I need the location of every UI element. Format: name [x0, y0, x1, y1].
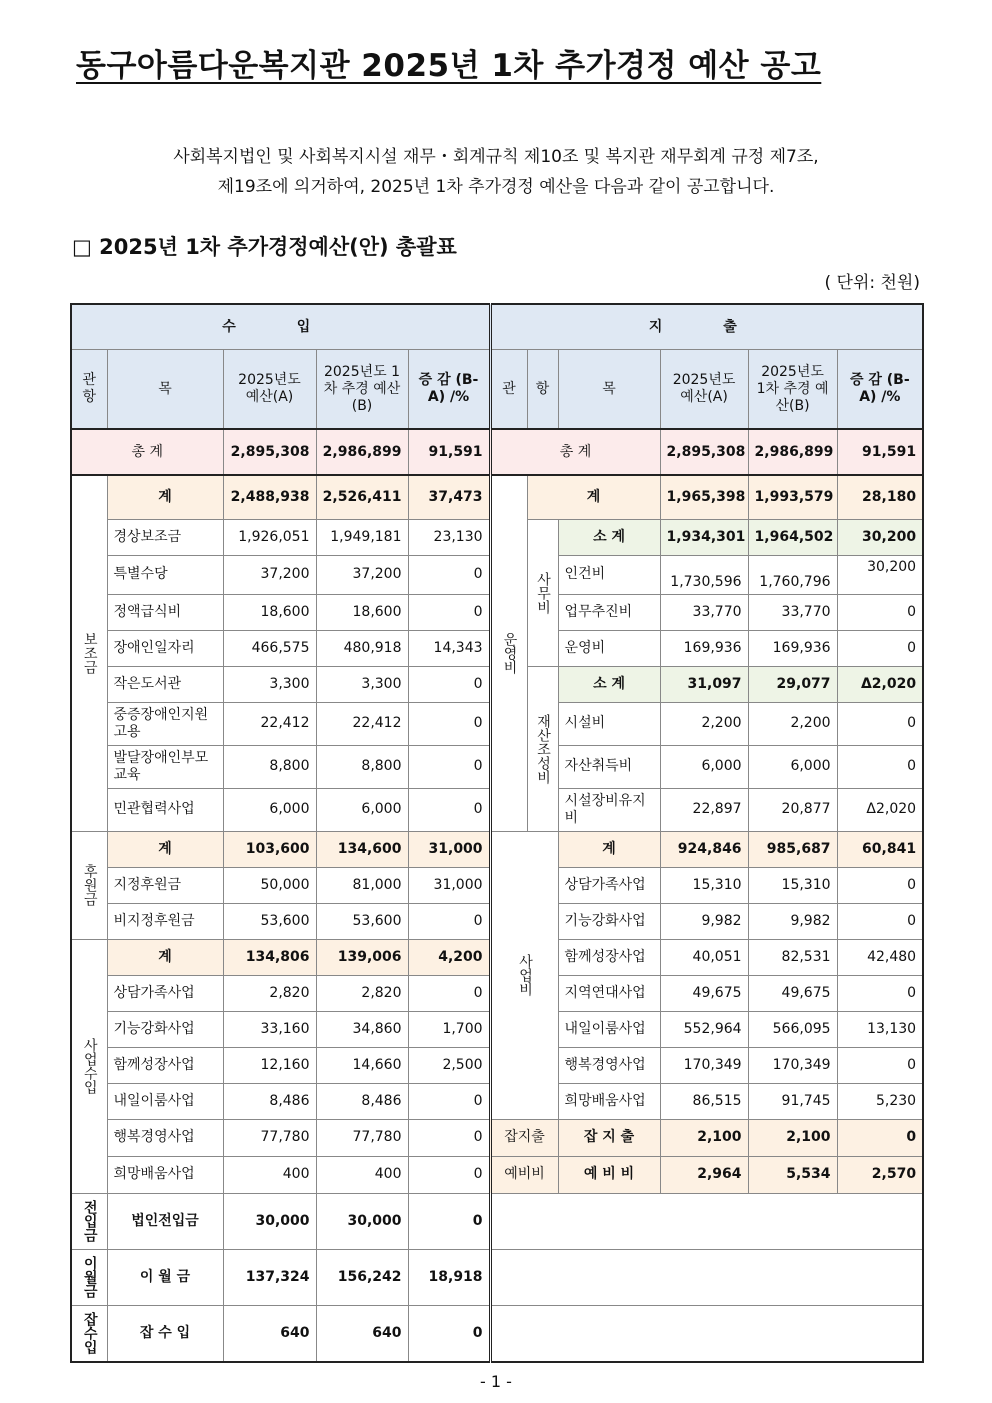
intro-text: [70, 142, 922, 202]
exp-item-label: 행복경영사업: [558, 1047, 660, 1083]
rev-business-subtotal-label: 계: [107, 939, 223, 975]
rev-item-a: 53,600: [223, 903, 316, 939]
exp-program-subtotal-label: 계: [558, 831, 660, 867]
exp-item-c: 0: [837, 630, 923, 666]
rev-group-misc: 잡수입: [71, 1305, 107, 1362]
rev-item-a: 8,800: [223, 745, 316, 788]
rev-item-b: 34,860: [316, 1011, 408, 1047]
rev-item-c: 0: [408, 702, 490, 745]
exp-item-c: 0: [837, 702, 923, 745]
table-row: [71, 831, 923, 867]
exp-item-label: 함께성장사업: [558, 939, 660, 975]
rev-item-b: 8,800: [316, 745, 408, 788]
empty-cell: [490, 1249, 923, 1305]
table-row: [71, 1156, 923, 1193]
section-title: □ 2025년 1차 추가경정예산(안) 총괄표: [72, 235, 457, 259]
rev-change-header: 증 감 (B-A) /%: [408, 350, 490, 430]
rev-item-c: 0: [408, 666, 490, 702]
rev-gwan-header: 관 항: [71, 350, 107, 430]
exp-item-label: 업무추진비: [558, 594, 660, 630]
exp-reserve-a: 2,964: [660, 1156, 748, 1193]
revenue-header: [71, 304, 490, 350]
exp-hang-header: 항: [527, 350, 558, 430]
rev-item-c: 1,700: [408, 1011, 490, 1047]
rev-item-b: 1,949,181: [316, 519, 408, 555]
table-row: [71, 1119, 923, 1156]
rev-item-label: 비지정후원금: [107, 903, 223, 939]
rev-item-label: 함께성장사업: [107, 1047, 223, 1083]
rev-item-b: 480,918: [316, 630, 408, 666]
exp-item-c: 0: [837, 867, 923, 903]
exp-subgroup-property: 재산조성비: [527, 666, 558, 831]
exp-item-c: 0: [837, 903, 923, 939]
rev-item-a: 77,780: [223, 1119, 316, 1156]
rev-misc-b: 640: [316, 1305, 408, 1362]
exp-item-a: 33,770: [660, 594, 748, 630]
exp-operation-subtotal-c: 28,180: [837, 475, 923, 519]
rev-item-c: 0: [408, 975, 490, 1011]
exp-item-b: 169,936: [748, 630, 837, 666]
exp-total-b: 2,986,899: [748, 429, 837, 475]
rev-total-label: 총 계: [71, 429, 223, 475]
exp-item-a: 1,730,596: [660, 555, 748, 594]
rev-group-subsidy: 보조금: [71, 475, 107, 831]
exp-group-misc: 잡지출: [490, 1119, 558, 1156]
rev-item-c: 0: [408, 555, 490, 594]
exp-item-label: 상담가족사업: [558, 867, 660, 903]
header-row-columns: [71, 350, 923, 430]
exp-item-b: 20,877: [748, 788, 837, 831]
exp-office-subtotal-c: 30,200: [837, 519, 923, 555]
exp-item-c: 42,480: [837, 939, 923, 975]
rev-donation-subtotal-a: 103,600: [223, 831, 316, 867]
rev-misc-a: 640: [223, 1305, 316, 1362]
unit-label: ( 단위: 천원): [824, 273, 920, 293]
exp-misc-a: 2,100: [660, 1119, 748, 1156]
rev-transfer-b: 30,000: [316, 1193, 408, 1249]
exp-item-label: 지역연대사업: [558, 975, 660, 1011]
total-row: [71, 429, 923, 475]
exp-item-a: 169,936: [660, 630, 748, 666]
exp-total-c: 91,591: [837, 429, 923, 475]
rev-item-label: 발달장애인부모교육: [107, 745, 223, 788]
rev-item-a: 400: [223, 1156, 316, 1193]
expense-header: [490, 304, 923, 350]
rev-item-c: 0: [408, 1083, 490, 1119]
rev-subsidy-subtotal-label: 계: [107, 475, 223, 519]
rev-item-b: 18,600: [316, 594, 408, 630]
rev-total-c: 91,591: [408, 429, 490, 475]
rev-item-label: 지정후원금: [107, 867, 223, 903]
intro-line-2: 제19조에 의거하여, 2025년 1차 추가경정 예산을 다음과 같이 공고합니다.: [217, 177, 775, 197]
exp-item-label: 희망배움사업: [558, 1083, 660, 1119]
rev-item-label: 내일이룸사업: [107, 1083, 223, 1119]
rev-item-b: 3,300: [316, 666, 408, 702]
rev-item-label: 특별수당: [107, 555, 223, 594]
rev-transfer-label: 법인전입금: [107, 1193, 223, 1249]
exp-item-c: 0: [837, 745, 923, 788]
exp-item-a: 49,675: [660, 975, 748, 1011]
header-row-groups: [71, 304, 923, 350]
exp-total-label: 총 계: [490, 429, 660, 475]
exp-item-c: 0: [837, 975, 923, 1011]
exp-item-b: 6,000: [748, 745, 837, 788]
rev-item-c: 0: [408, 788, 490, 831]
exp-property-subtotal-a: 31,097: [660, 666, 748, 702]
exp-reserve-c: 2,570: [837, 1156, 923, 1193]
exp-item-b: 33,770: [748, 594, 837, 630]
exp-item-b: 49,675: [748, 975, 837, 1011]
rev-group-donation: 후원금: [71, 831, 107, 939]
rev-item-b: 77,780: [316, 1119, 408, 1156]
exp-item-b: 82,531: [748, 939, 837, 975]
exp-item-label: 자산취득비: [558, 745, 660, 788]
rev-item-c: 0: [408, 903, 490, 939]
rev-carryover-a: 137,324: [223, 1249, 316, 1305]
exp-item-b: 15,310: [748, 867, 837, 903]
rev-carryover-c: 18,918: [408, 1249, 490, 1305]
rev-business-subtotal-b: 139,006: [316, 939, 408, 975]
empty-cell: [490, 1193, 923, 1249]
exp-operation-subtotal-label: 계: [527, 475, 660, 519]
exp-item-a: 6,000: [660, 745, 748, 788]
table-row: [71, 1305, 923, 1362]
rev-donation-subtotal-label: 계: [107, 831, 223, 867]
exp-item-c: 30,200: [837, 555, 923, 594]
exp-item-label: 내일이룸사업: [558, 1011, 660, 1047]
rev-item-b: 2,820: [316, 975, 408, 1011]
exp-item-a: 2,200: [660, 702, 748, 745]
exp-property-subtotal-label: 소 계: [558, 666, 660, 702]
exp-property-subtotal-b: 29,077: [748, 666, 837, 702]
rev-donation-subtotal-c: 31,000: [408, 831, 490, 867]
rev-item-a: 8,486: [223, 1083, 316, 1119]
rev-item-a: 3,300: [223, 666, 316, 702]
rev-item-c: 0: [408, 1156, 490, 1193]
rev-item-b: 6,000: [316, 788, 408, 831]
exp-item-b: 9,982: [748, 903, 837, 939]
rev-item-b: 37,200: [316, 555, 408, 594]
exp-item-a: 15,310: [660, 867, 748, 903]
rev-item-a: 18,600: [223, 594, 316, 630]
rev-item-label: 기능강화사업: [107, 1011, 223, 1047]
exp-item-b: 91,745: [748, 1083, 837, 1119]
exp-item-a: 9,982: [660, 903, 748, 939]
exp-item-b: 1,760,796: [748, 555, 837, 594]
exp-subgroup-office: 사무비: [527, 519, 558, 666]
rev-item-a: 33,160: [223, 1011, 316, 1047]
rev-group-carryover: 이월금: [71, 1249, 107, 1305]
rev-item-a: 12,160: [223, 1047, 316, 1083]
exp-misc-b: 2,100: [748, 1119, 837, 1156]
rev-item-a: 50,000: [223, 867, 316, 903]
rev-item-b: 81,000: [316, 867, 408, 903]
exp-item-c: 5,230: [837, 1083, 923, 1119]
exp-group-program: 사업비: [490, 831, 558, 1119]
exp-misc-c: 0: [837, 1119, 923, 1156]
rev-item-c: 14,343: [408, 630, 490, 666]
exp-item-label: 인건비: [558, 555, 660, 594]
rev-carryover-label: 이 월 금: [107, 1249, 223, 1305]
exp-item-label: 시설비: [558, 702, 660, 745]
rev-item-label: 희망배움사업: [107, 1156, 223, 1193]
table-row: [71, 475, 923, 519]
exp-group-operation: 운영비: [490, 475, 527, 831]
page-title: 동구아름다운복지관 2025년 1차 추가경정 예산 공고: [76, 48, 822, 84]
rev-group-transfer: 전입금: [71, 1193, 107, 1249]
rev-carryover-b: 156,242: [316, 1249, 408, 1305]
intro-line-1: 사회복지법인 및 사회복지시설 재무・회계규칙 제10조 및 복지관 재무회계 규정 제7조,: [173, 147, 819, 167]
rev-item-b: 8,486: [316, 1083, 408, 1119]
rev-item-c: 23,130: [408, 519, 490, 555]
rev-donation-subtotal-b: 134,600: [316, 831, 408, 867]
rev-item-c: 31,000: [408, 867, 490, 903]
rev-subsidy-subtotal-a: 2,488,938: [223, 475, 316, 519]
rev-total-b: 2,986,899: [316, 429, 408, 475]
rev-item-a: 466,575: [223, 630, 316, 666]
exp-budget-b-header: 2025년도 1차 추경 예산(B): [748, 350, 837, 430]
exp-mok-header: 목: [558, 350, 660, 430]
exp-item-c: Δ2,020: [837, 788, 923, 831]
rev-budget-b-header: 2025년도 1차 추경 예산(B): [316, 350, 408, 430]
rev-item-label: 경상보조금: [107, 519, 223, 555]
exp-program-subtotal-b: 985,687: [748, 831, 837, 867]
rev-item-a: 22,412: [223, 702, 316, 745]
exp-operation-subtotal-a: 1,965,398: [660, 475, 748, 519]
rev-mok-header: 목: [107, 350, 223, 430]
rev-transfer-a: 30,000: [223, 1193, 316, 1249]
exp-reserve-label: 예 비 비: [558, 1156, 660, 1193]
exp-office-subtotal-a: 1,934,301: [660, 519, 748, 555]
exp-item-c: 0: [837, 1047, 923, 1083]
exp-operation-subtotal-b: 1,993,579: [748, 475, 837, 519]
rev-item-a: 37,200: [223, 555, 316, 594]
exp-misc-label: 잡 지 출: [558, 1119, 660, 1156]
rev-item-b: 22,412: [316, 702, 408, 745]
exp-item-label: 운영비: [558, 630, 660, 666]
empty-cell: [490, 1305, 923, 1362]
exp-program-subtotal-a: 924,846: [660, 831, 748, 867]
exp-item-b: 2,200: [748, 702, 837, 745]
rev-item-a: 2,820: [223, 975, 316, 1011]
exp-property-subtotal-c: Δ2,020: [837, 666, 923, 702]
rev-item-label: 상담가족사업: [107, 975, 223, 1011]
exp-item-a: 40,051: [660, 939, 748, 975]
exp-item-c: 0: [837, 594, 923, 630]
rev-item-label: 중증장애인지원고용: [107, 702, 223, 745]
rev-item-label: 장애인일자리: [107, 630, 223, 666]
exp-office-subtotal-b: 1,964,502: [748, 519, 837, 555]
exp-item-b: 170,349: [748, 1047, 837, 1083]
rev-item-c: 0: [408, 745, 490, 788]
exp-item-a: 170,349: [660, 1047, 748, 1083]
rev-item-label: 정액급식비: [107, 594, 223, 630]
exp-item-a: 22,897: [660, 788, 748, 831]
exp-office-subtotal-label: 소 계: [558, 519, 660, 555]
table-row: [71, 1249, 923, 1305]
exp-item-c: 13,130: [837, 1011, 923, 1047]
rev-item-label: 작은도서관: [107, 666, 223, 702]
rev-item-label: 행복경영사업: [107, 1119, 223, 1156]
exp-budget-a-header: 2025년도 예산(A): [660, 350, 748, 430]
exp-item-a: 86,515: [660, 1083, 748, 1119]
budget-summary-table: [70, 303, 924, 1363]
exp-item-b: 566,095: [748, 1011, 837, 1047]
exp-item-label: 기능강화사업: [558, 903, 660, 939]
rev-business-subtotal-c: 4,200: [408, 939, 490, 975]
rev-transfer-c: 0: [408, 1193, 490, 1249]
table-row: [71, 1193, 923, 1249]
exp-program-subtotal-c: 60,841: [837, 831, 923, 867]
rev-item-a: 6,000: [223, 788, 316, 831]
rev-group-business: 사업수입: [71, 939, 107, 1193]
exp-reserve-b: 5,534: [748, 1156, 837, 1193]
rev-misc-c: 0: [408, 1305, 490, 1362]
rev-item-c: 0: [408, 1119, 490, 1156]
rev-subsidy-subtotal-b: 2,526,411: [316, 475, 408, 519]
rev-business-subtotal-a: 134,806: [223, 939, 316, 975]
exp-group-reserve: 예비비: [490, 1156, 558, 1193]
rev-item-b: 400: [316, 1156, 408, 1193]
rev-item-b: 14,660: [316, 1047, 408, 1083]
exp-total-a: 2,895,308: [660, 429, 748, 475]
rev-budget-a-header: 2025년도 예산(A): [223, 350, 316, 430]
exp-change-header: 증 감 (B-A) /%: [837, 350, 923, 430]
exp-item-label: 시설장비유지비: [558, 788, 660, 831]
rev-item-b: 53,600: [316, 903, 408, 939]
rev-item-c: 0: [408, 594, 490, 630]
exp-item-a: 552,964: [660, 1011, 748, 1047]
rev-subsidy-subtotal-c: 37,473: [408, 475, 490, 519]
rev-total-a: 2,895,308: [223, 429, 316, 475]
rev-item-a: 1,926,051: [223, 519, 316, 555]
page-number: - 1 -: [480, 1372, 512, 1391]
rev-item-c: 2,500: [408, 1047, 490, 1083]
rev-misc-label: 잡 수 입: [107, 1305, 223, 1362]
expense-header-label: 지 출: [648, 318, 765, 335]
rev-item-label: 민관협력사업: [107, 788, 223, 831]
exp-gwan-header: 관: [490, 350, 527, 430]
revenue-header-label: 수 입: [222, 318, 339, 335]
